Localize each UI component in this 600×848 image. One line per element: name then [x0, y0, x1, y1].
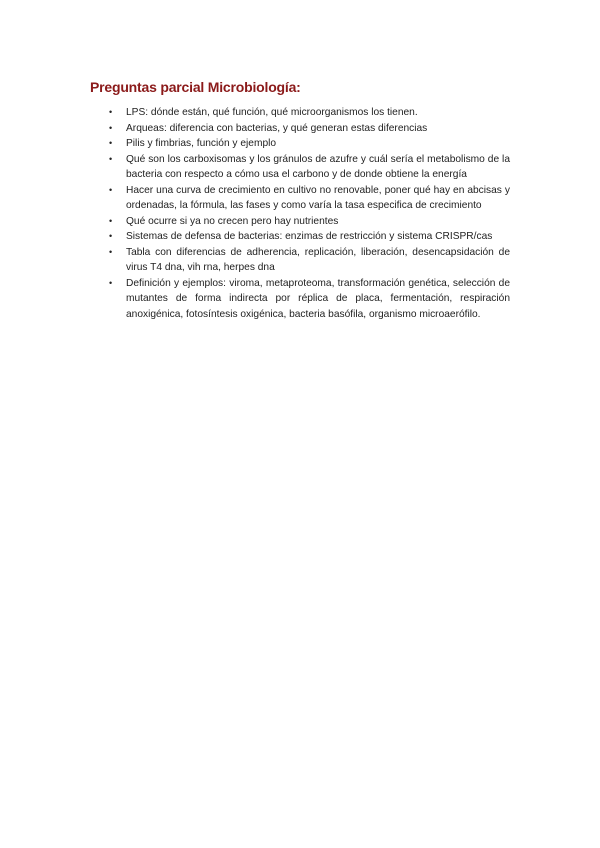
- question-list: [90, 105, 510, 322]
- list-item-text: Definición y ejemplos: viroma, metaproteoma, transformación genética, selección de mutantes de forma indirecta por réplica de placa, fermentación, respiración anoxigénica, fotosíntesis oxigénica, bacteria basófila, organismo microaerófilo.: [126, 277, 510, 320]
- list-item: [90, 152, 510, 183]
- bullet-icon: •: [109, 215, 113, 226]
- list-item: [90, 214, 510, 230]
- list-item: [90, 136, 510, 152]
- list-item: [90, 229, 510, 245]
- list-item: [90, 276, 510, 323]
- list-item-text: Hacer una curva de crecimiento en cultivo no renovable, poner qué hay en abcisas y ordenadas, la fórmula, las fases y como varía la tasa especifica de crecimiento: [126, 184, 510, 211]
- list-item-text: Qué ocurre si ya no crecen pero hay nutrientes: [126, 215, 339, 227]
- list-item-text: Sistemas de defensa de bacterias: enzimas de restricción y sistema CRISPR/cas: [126, 231, 493, 242]
- bullet-icon: •: [109, 231, 113, 241]
- list-item: [90, 183, 510, 214]
- bullet-icon: •: [109, 246, 113, 257]
- document-title: Preguntas parcial Microbiología:: [90, 79, 301, 95]
- bullet-icon: •: [109, 122, 113, 133]
- list-item-text: Tabla con diferencias de adherencia, replicación, liberación, desencapsidación de virus T4 dna, vih rna, herpes dna: [126, 246, 510, 273]
- list-item: [90, 105, 510, 121]
- bullet-icon: •: [109, 138, 113, 148]
- bullet-icon: •: [109, 277, 113, 288]
- bullet-icon: •: [109, 153, 113, 164]
- list-item: [90, 121, 510, 137]
- list-item-text: Arqueas: diferencia con bacterias, y qué generan estas diferencias: [126, 122, 428, 134]
- bullet-icon: •: [109, 107, 113, 117]
- document-content: [90, 79, 510, 322]
- list-item-text: Qué son los carboxisomas y los gránulos de azufre y cuál sería el metabolismo de la bacteria con respecto a cómo usa el carbono y de donde obtiene la energía: [126, 153, 510, 180]
- bullet-icon: •: [109, 184, 113, 195]
- list-item-text: LPS: dónde están, qué función, qué microorganismos los tienen.: [126, 107, 418, 118]
- list-item-text: Pilis y fimbrias, función y ejemplo: [126, 138, 277, 149]
- list-item: [90, 245, 510, 276]
